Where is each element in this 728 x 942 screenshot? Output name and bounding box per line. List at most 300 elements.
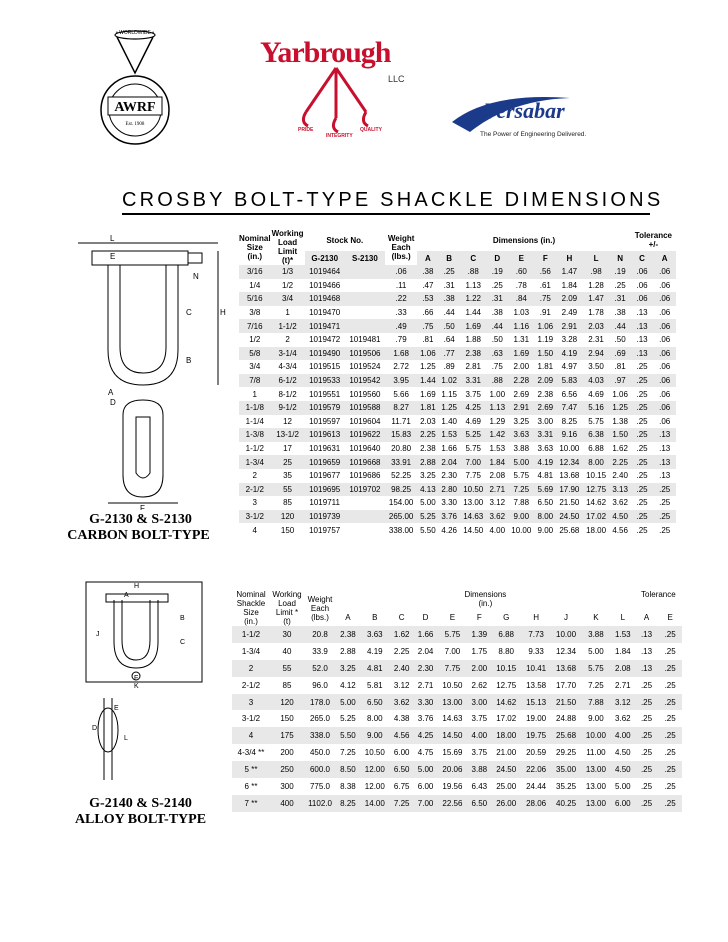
table-cell: 7.25 [588, 680, 604, 690]
table-cell: 14.63 [460, 510, 487, 524]
table-cell: .81 [422, 335, 434, 345]
table-cell: .63 [487, 347, 508, 361]
table-cell: 4.12 [340, 680, 356, 690]
table-cell: .61 [539, 280, 551, 290]
table-cell: 15.69 [442, 748, 463, 758]
table-cell: 2.69 [535, 401, 556, 415]
table-cell: 18.00 [586, 525, 607, 535]
table-cell: 2.88 [417, 455, 438, 469]
table-cell [345, 292, 385, 306]
table-cell: 14.50 [463, 525, 484, 535]
table-cell: .06 [653, 347, 676, 361]
table-cell [345, 265, 385, 279]
table-cell: .06 [659, 416, 671, 426]
table-cell: 2.00 [467, 660, 491, 677]
table-cell: 17.02 [583, 510, 610, 524]
table-cell: 1019515 [309, 362, 341, 372]
table-cell: 4.19 [535, 455, 556, 469]
table-cell: 6.00 [417, 781, 434, 791]
table-cell: 8.38 [340, 781, 356, 791]
table-cell: 1.81 [537, 362, 554, 372]
table-cell: .75 [535, 292, 556, 306]
table-cell: 7.75 [437, 660, 467, 677]
table-cell: .75 [491, 362, 503, 372]
table-cell: 1019468 [305, 292, 345, 306]
svg-text:N: N [193, 272, 199, 281]
table-cell: 2.38 [420, 444, 436, 454]
table-cell: 1.53 [439, 428, 460, 442]
table-cell: .25 [658, 727, 682, 744]
table-row [239, 483, 676, 497]
table-cell: 1.28 [588, 280, 604, 290]
table-cell: 5.00 [615, 781, 631, 791]
table-cell: .79 [395, 335, 407, 345]
table-cell: 8.25 [561, 416, 578, 426]
table-cell: 4-3/4 ** [237, 748, 265, 758]
table-cell: 5.75 [465, 444, 482, 454]
table-cell: 25.68 [559, 525, 580, 535]
table-cell: 1019533 [305, 374, 345, 388]
table-cell: 1.39 [467, 626, 491, 643]
table-cell: 1.81 [417, 401, 438, 415]
table-cell: 1019668 [345, 455, 385, 469]
table-cell: 5.50 [420, 525, 436, 535]
table-cell: 5.00 [508, 455, 535, 469]
table-cell: 4.50 [615, 748, 631, 758]
table-cell: .97 [609, 374, 630, 388]
table-row [232, 626, 682, 643]
table-cell: 20.8 [304, 626, 336, 643]
table-cell: 12 [283, 416, 293, 426]
table-cell: 55 [270, 660, 304, 677]
table-cell: 1.47 [556, 265, 583, 279]
table-cell: 4.75 [417, 748, 434, 758]
svg-text:K: K [134, 683, 139, 690]
table-cell: 2.25 [393, 646, 410, 656]
table-cell: 28.06 [521, 795, 551, 812]
table-cell: 1-1/8 [239, 401, 271, 415]
table-cell: 1.68 [385, 347, 417, 361]
table-cell: 7/8 [239, 374, 271, 388]
table-cell: 1.00 [489, 389, 506, 399]
table-cell: 1.84 [615, 646, 631, 656]
table-cell: 3.62 [390, 694, 414, 711]
table-cell: 18.00 [491, 727, 521, 744]
table-cell: 2.28 [508, 374, 535, 388]
table-cell: 5.75 [581, 660, 611, 677]
table-cell: 13.00 [437, 694, 467, 711]
table-cell: 1019506 [345, 347, 385, 361]
table-cell: .25 [659, 525, 671, 535]
svg-text:D: D [110, 398, 116, 407]
table-cell: 2.71 [615, 680, 631, 690]
table-cell: 1.22 [460, 292, 487, 306]
table-cell: 19.00 [526, 714, 547, 724]
table-cell: 1.84 [487, 455, 508, 469]
table-cell: 265.00 [385, 510, 417, 524]
table-cell: 1.69 [460, 319, 487, 333]
table-cell: 2.03 [583, 319, 610, 333]
table-cell: .25 [631, 401, 654, 415]
table-cell: 5.69 [535, 483, 556, 497]
table-cell: 2.38 [336, 626, 360, 643]
table-row [239, 347, 676, 361]
svg-text:AWRF: AWRF [114, 100, 156, 115]
table-cell: .25 [640, 748, 653, 758]
table-row [232, 795, 682, 812]
table-cell: .13 [640, 646, 653, 656]
table-cell: 1.38 [612, 416, 628, 426]
stock-subheader: G-2130 [305, 251, 345, 265]
table-cell: 17 [283, 444, 293, 454]
table-cell: 1-1/2 [232, 626, 270, 643]
table-cell: 5.25 [340, 714, 356, 724]
table-cell: 1019659 [305, 455, 345, 469]
table-cell: 10.50 [442, 680, 463, 690]
table-cell: 14.50 [437, 727, 467, 744]
table-cell: .19 [487, 265, 508, 279]
table-cell: 4.81 [537, 471, 554, 481]
svg-text:Yarbrough: Yarbrough [260, 36, 391, 69]
table-cell: 5.75 [437, 626, 467, 643]
svg-text:L: L [124, 735, 128, 742]
table-cell: 7.25 [390, 795, 414, 812]
table-cell: 24.88 [556, 714, 577, 724]
table-cell: 3.25 [336, 660, 360, 677]
table-cell: 5.25 [460, 428, 487, 442]
table-cell: 8-1/2 [278, 389, 297, 399]
table-cell: 1.44 [417, 374, 438, 388]
table-cell: .44 [443, 308, 455, 318]
table-row [239, 292, 676, 306]
table-cell: .13 [653, 455, 676, 469]
table-cell: 775.0 [309, 781, 331, 791]
table-cell: 1019739 [305, 510, 345, 524]
tolerance-column-header: E [667, 612, 673, 622]
table-cell: 21.00 [496, 748, 517, 758]
table-cell: 20.59 [526, 748, 547, 758]
table-cell: 6.56 [561, 389, 578, 399]
table-cell [345, 496, 385, 510]
dimension-column-header: A [417, 251, 438, 265]
table-cell: 1019490 [305, 347, 345, 361]
table-cell: 17.90 [556, 483, 583, 497]
table-cell: 17.02 [496, 714, 517, 724]
table-cell: 9-1/2 [271, 401, 305, 415]
table-cell: .44 [487, 319, 508, 333]
table-cell: .25 [636, 525, 648, 535]
table-cell: 3.75 [471, 714, 488, 724]
table-cell: 19.56 [442, 781, 463, 791]
table-cell: 10.00 [559, 444, 580, 454]
dimension-column-header: D [487, 251, 508, 265]
table-cell: 5.00 [420, 498, 436, 508]
table-cell: .06 [659, 389, 671, 399]
table-cell: 14.62 [586, 498, 607, 508]
table-cell: 2.38 [460, 347, 487, 361]
table-cell: 7.88 [513, 498, 530, 508]
table-cell: .88 [487, 374, 508, 388]
table-cell: 3-1/2 [241, 714, 261, 724]
table-cell: .31 [443, 280, 455, 290]
table-cell: 1.13 [465, 280, 482, 290]
dimension-column-header: C [460, 251, 487, 265]
table-cell: 10.00 [511, 525, 532, 535]
table-cell: .25 [631, 455, 654, 469]
table-cell: 14.00 [360, 795, 390, 812]
table-cell: .49 [385, 319, 417, 333]
stock-subheader: S-2130 [345, 251, 385, 265]
table-cell: .60 [508, 265, 535, 279]
table-cell: 175 [270, 727, 304, 744]
table-cell: .25 [635, 727, 659, 744]
table-cell: 12.34 [556, 455, 583, 469]
table-cell: 4.81 [360, 660, 390, 677]
table-cell: 250 [270, 761, 304, 778]
svg-text:C: C [180, 639, 186, 646]
table-cell: 5.00 [336, 694, 360, 711]
table-cell: 14.63 [442, 714, 463, 724]
tolerance-header: Tolerance +/- [634, 231, 672, 249]
table-cell: 1019466 [309, 280, 341, 290]
table-cell: 5.66 [393, 389, 409, 399]
table-cell: 22.56 [437, 795, 467, 812]
table-cell: 3 [232, 694, 270, 711]
svg-text:• WORLDWIDE •: • WORLDWIDE • [116, 30, 154, 36]
table-cell: .33 [395, 308, 407, 318]
table-cell: 2.08 [611, 660, 635, 677]
table-cell: 1019677 [309, 471, 341, 481]
svg-text:A: A [108, 388, 114, 397]
dimension-column-header: F [535, 251, 556, 265]
table-cell: 2.94 [583, 347, 610, 361]
table-cell: .06 [653, 319, 676, 333]
table-cell: 98.25 [385, 483, 417, 497]
page-title: CROSBY BOLT-TYPE SHACKLE DIMENSIONS [122, 189, 664, 211]
table-cell: 2.71 [417, 680, 434, 690]
table-cell: .25 [640, 781, 653, 791]
table-cell: .06 [659, 308, 671, 318]
table-cell: 5.25 [417, 510, 438, 524]
table-cell: 300 [280, 781, 294, 791]
table-cell [345, 319, 385, 333]
table-cell: 4.26 [441, 525, 457, 535]
table-cell: 13.68 [551, 660, 581, 677]
table-cell: 3.28 [561, 335, 578, 345]
table-cell: .13 [653, 428, 676, 442]
table-cell: .91 [539, 308, 551, 318]
table-cell: 1019579 [305, 401, 345, 415]
table-cell: 85 [282, 680, 292, 690]
table-cell: 8.27 [385, 401, 417, 415]
table-cell: 265.0 [309, 714, 331, 724]
table-cell: 1 [285, 308, 290, 318]
table-cell: 3.50 [588, 362, 604, 372]
table-cell: 4.50 [609, 510, 630, 524]
table-cell: 8.80 [498, 646, 514, 656]
table-cell: .06 [659, 362, 671, 372]
table-cell: .25 [664, 748, 676, 758]
table-cell: .06 [385, 265, 417, 279]
table-cell: .25 [664, 646, 676, 656]
table-cell: 6-1/2 [271, 374, 305, 388]
table-cell: 6.43 [471, 781, 488, 791]
table-cell: 5.00 [414, 761, 438, 778]
table-cell: .69 [609, 347, 630, 361]
table-cell: 3.63 [508, 428, 535, 442]
table-row [239, 387, 676, 401]
table-cell: 1-3/8 [239, 428, 271, 442]
table-cell: 600.0 [304, 761, 336, 778]
svg-text:C: C [186, 308, 192, 317]
table-cell: 1.29 [489, 416, 506, 426]
table-cell: 29.25 [556, 748, 577, 758]
table-cell: 10.00 [581, 727, 611, 744]
table-cell: 13-1/2 [271, 428, 305, 442]
alloy-shackle-table [232, 590, 682, 812]
table-cell: 12.34 [556, 646, 577, 656]
svg-text:QUALITY: QUALITY [360, 127, 382, 133]
table-cell: 3-1/4 [271, 347, 305, 361]
table-cell: 150 [280, 714, 294, 724]
table-cell: .25 [636, 416, 648, 426]
table-cell: 24.50 [556, 510, 583, 524]
table-cell: 1019640 [349, 444, 381, 454]
table-cell: 3.76 [417, 714, 434, 724]
table-cell: .88 [460, 265, 487, 279]
table-cell: .13 [635, 626, 659, 643]
table-cell: 35.00 [551, 761, 581, 778]
table-cell: 20.80 [391, 444, 412, 454]
table-row [239, 360, 676, 374]
table-cell: 17.70 [556, 680, 577, 690]
table-cell: 4.56 [390, 727, 414, 744]
table-cell: 2.40 [390, 660, 414, 677]
table-cell: 4.25 [414, 727, 438, 744]
table-cell: 5/16 [239, 292, 271, 306]
table-row [232, 710, 682, 727]
table-cell: 1.06 [535, 319, 556, 333]
tolerance-header: Tolerance [641, 590, 676, 599]
table-cell: 8.50 [336, 761, 360, 778]
table-cell: 3.25 [513, 416, 530, 426]
table-cell: .25 [640, 680, 653, 690]
table-cell: 3.75 [471, 748, 488, 758]
table-cell: 120 [270, 694, 304, 711]
table-cell: 1019551 [309, 389, 341, 399]
table-cell: 1019757 [309, 525, 341, 535]
working-load-header: Working Load Limit * (t) [272, 590, 302, 626]
tolerance-column-header: A [653, 251, 676, 265]
table-cell: 1019702 [345, 483, 385, 497]
yarbrough-logo [256, 20, 414, 140]
table-cell: 1019613 [305, 428, 345, 442]
table-cell: 1.53 [489, 444, 506, 454]
table-row [232, 727, 682, 744]
table-cell: 6.50 [537, 498, 554, 508]
table-cell: 7.25 [340, 748, 356, 758]
table-cell: .06 [631, 265, 654, 279]
table-cell: 5.81 [367, 680, 383, 690]
table-cell: 1.03 [513, 308, 530, 318]
table-cell: 1.78 [588, 308, 604, 318]
table-cell: 1019560 [349, 389, 381, 399]
dimension-column-header: E [508, 251, 535, 265]
table-row [239, 401, 676, 415]
table-cell: 3.12 [489, 498, 506, 508]
table-cell: 1.66 [414, 626, 438, 643]
table-cell: 19.75 [521, 727, 551, 744]
table-cell: 3.62 [487, 510, 508, 524]
table-cell: 150 [280, 525, 295, 535]
table-cell: .25 [635, 795, 659, 812]
table1-caption-line2: CARBON BOLT-TYPE [67, 528, 210, 543]
table-cell: 10.15 [586, 471, 607, 481]
table-cell: 1/2 [249, 335, 261, 345]
table-cell: 2.08 [489, 471, 506, 481]
table-cell: 35 [283, 471, 293, 481]
table-cell: 6.88 [491, 626, 521, 643]
table-cell: .75 [417, 319, 438, 333]
table-row [239, 428, 676, 442]
table-row [232, 643, 682, 660]
table-cell: 1.53 [611, 626, 635, 643]
table-cell: 20.06 [437, 761, 467, 778]
table-cell: 338.00 [388, 525, 414, 535]
table-cell: .25 [658, 626, 682, 643]
table-cell: 1-1/2 [245, 444, 264, 454]
table-cell: 1019711 [309, 498, 340, 508]
table-cell: 4.03 [583, 374, 610, 388]
table-cell: .25 [636, 389, 648, 399]
dimension-column-header: J [564, 612, 569, 622]
table-cell: 5.16 [583, 401, 610, 415]
table-cell: 15.83 [385, 428, 417, 442]
stock-no-header: Stock No. [326, 235, 364, 245]
table-cell: 1/2 [282, 280, 294, 290]
table-cell: 4.13 [417, 483, 438, 497]
versabar-logo [450, 92, 640, 142]
table-cell: 6.75 [393, 781, 410, 791]
table-cell: 40 [282, 646, 292, 656]
table-cell: 24.50 [491, 761, 521, 778]
table-cell: 6.50 [390, 761, 414, 778]
table-cell: 1.47 [583, 292, 610, 306]
table-cell: .13 [659, 444, 671, 454]
table-cell: .56 [535, 265, 556, 279]
dimension-column-header: G [503, 612, 510, 622]
table-cell: 1.06 [417, 347, 438, 361]
table-cell: .64 [443, 335, 455, 345]
table-cell: .84 [508, 292, 535, 306]
dimensions-header: Dimensions (in.) [492, 235, 556, 245]
table-cell: 1102.0 [304, 795, 336, 812]
table-cell: 3.95 [385, 374, 417, 388]
table-cell: 15.13 [521, 694, 551, 711]
table-cell: .50 [614, 335, 626, 345]
table-cell: 1019464 [305, 265, 345, 279]
table-cell: .25 [636, 471, 648, 481]
table-cell: .25 [658, 795, 682, 812]
table-cell: .53 [417, 292, 438, 306]
table-cell: 25 [271, 455, 305, 469]
table-cell: 40.25 [551, 795, 581, 812]
table-cell: 1.19 [537, 335, 554, 345]
table-cell: 1-1/4 [245, 416, 264, 426]
svg-text:F: F [134, 675, 139, 682]
table-cell: 1.13 [487, 401, 508, 415]
table-row [239, 415, 676, 429]
